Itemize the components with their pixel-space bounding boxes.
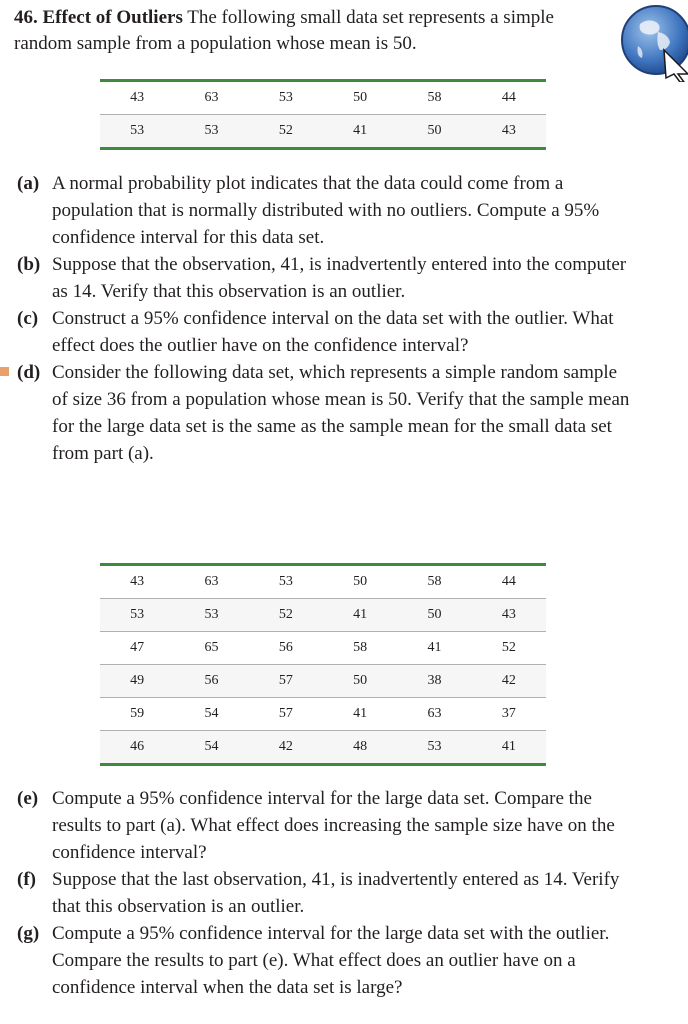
table-cell: 50: [397, 115, 471, 149]
table-row: [100, 599, 546, 632]
table-cell: 53: [174, 115, 248, 149]
globe-cursor-icon: [618, 2, 688, 82]
table-cell: 54: [174, 698, 248, 731]
table-row: [100, 632, 546, 665]
table-cell: 47: [100, 632, 174, 665]
highlight-marker-icon: [0, 367, 9, 376]
part-text: Suppose that the observation, 41, is inadvertently entered into the computer as 14. Verify that this observation is an outlier.: [52, 254, 627, 302]
part-c: [14, 305, 634, 359]
table-cell: 42: [472, 665, 546, 698]
small-data-table: [100, 79, 546, 150]
table-cell: 44: [472, 565, 546, 599]
part-g: [14, 920, 634, 1001]
table-cell: 53: [174, 599, 248, 632]
part-text: Compute a 95% confidence interval for the large data set. Compare the results to part (a). What effect does increasing the sample size have on the confidence interval?: [52, 788, 615, 863]
table-cell: 42: [249, 731, 323, 765]
part-label: (e): [17, 788, 39, 809]
table-cell: 38: [397, 665, 471, 698]
table-cell: 53: [249, 565, 323, 599]
table-cell: 52: [249, 599, 323, 632]
table-cell: 41: [323, 698, 397, 731]
part-text: Compute a 95% confidence interval for the large data set with the outlier. Compare the results to part (e). What effect does an outlier have on a confidence interval when the data set is large?: [52, 923, 610, 998]
table-cell: 53: [249, 81, 323, 115]
large-data-table: [100, 563, 546, 766]
table-cell: 63: [174, 81, 248, 115]
table-cell: 56: [249, 632, 323, 665]
table-cell: 53: [100, 115, 174, 149]
table-cell: 53: [100, 599, 174, 632]
table-cell: 44: [472, 81, 546, 115]
part-b: [14, 251, 634, 305]
part-text: A normal probability plot indicates that the data could come from a population that is normally distributed with no outliers. Compute a 95% confidence interval for this data set.: [52, 173, 600, 248]
table-cell: 63: [174, 565, 248, 599]
table-cell: 57: [249, 665, 323, 698]
part-text: Consider the following data set, which represents a simple random sample of size 36 from a population whose mean is 50. Verify that the sample mean for the large data set is the same as the sample mean for the small data set from part (a).: [52, 362, 630, 464]
table-cell: 41: [397, 632, 471, 665]
table-cell: 41: [323, 115, 397, 149]
table-cell: 41: [472, 731, 546, 765]
table-cell: 43: [100, 565, 174, 599]
part-label: (d): [17, 362, 41, 383]
table-cell: 37: [472, 698, 546, 731]
part-label: (c): [17, 308, 39, 329]
part-d: [14, 359, 634, 467]
table-cell: 46: [100, 731, 174, 765]
table-cell: 41: [323, 599, 397, 632]
table-row: [100, 81, 546, 115]
table-cell: 52: [249, 115, 323, 149]
part-label: (f): [17, 869, 36, 890]
table-cell: 43: [472, 599, 546, 632]
table-cell: 58: [397, 565, 471, 599]
table-row: [100, 565, 546, 599]
part-a: [14, 170, 634, 251]
table-cell: 54: [174, 731, 248, 765]
table-cell: 52: [472, 632, 546, 665]
exercise-header: [14, 5, 614, 57]
table-row: [100, 115, 546, 149]
exercise-title: Effect of Outliers: [42, 7, 183, 28]
part-label: (b): [17, 254, 41, 275]
part-f: [14, 866, 634, 920]
table-cell: 43: [472, 115, 546, 149]
part-text: Suppose that the last observation, 41, is inadvertently entered as 14. Verify that this observation is an outlier.: [52, 869, 620, 917]
parts-e-to-g: [14, 785, 634, 1001]
part-label: (g): [17, 923, 40, 944]
table-cell: 59: [100, 698, 174, 731]
table-cell: 50: [397, 599, 471, 632]
exercise-number: 46.: [14, 7, 38, 28]
table-row: [100, 698, 546, 731]
part-label: (a): [17, 173, 40, 194]
parts-a-to-d: [14, 170, 634, 467]
part-text: Construct a 95% confidence interval on the data set with the outlier. What effect does the outlier have on the confidence interval?: [52, 308, 614, 356]
table-cell: 58: [323, 632, 397, 665]
table-cell: 63: [397, 698, 471, 731]
table-cell: 65: [174, 632, 248, 665]
table-cell: 53: [397, 731, 471, 765]
table-row: [100, 665, 546, 698]
table-row: [100, 731, 546, 765]
table-cell: 58: [397, 81, 471, 115]
table-cell: 49: [100, 665, 174, 698]
table-cell: 56: [174, 665, 248, 698]
part-e: [14, 785, 634, 866]
table-cell: 57: [249, 698, 323, 731]
table-cell: 50: [323, 81, 397, 115]
table-cell: 50: [323, 565, 397, 599]
table-cell: 50: [323, 665, 397, 698]
table-cell: 48: [323, 731, 397, 765]
table-cell: 43: [100, 81, 174, 115]
exercise-intro: The following small data set represents a simple random sample from a population whose mean is 50.: [14, 7, 554, 54]
